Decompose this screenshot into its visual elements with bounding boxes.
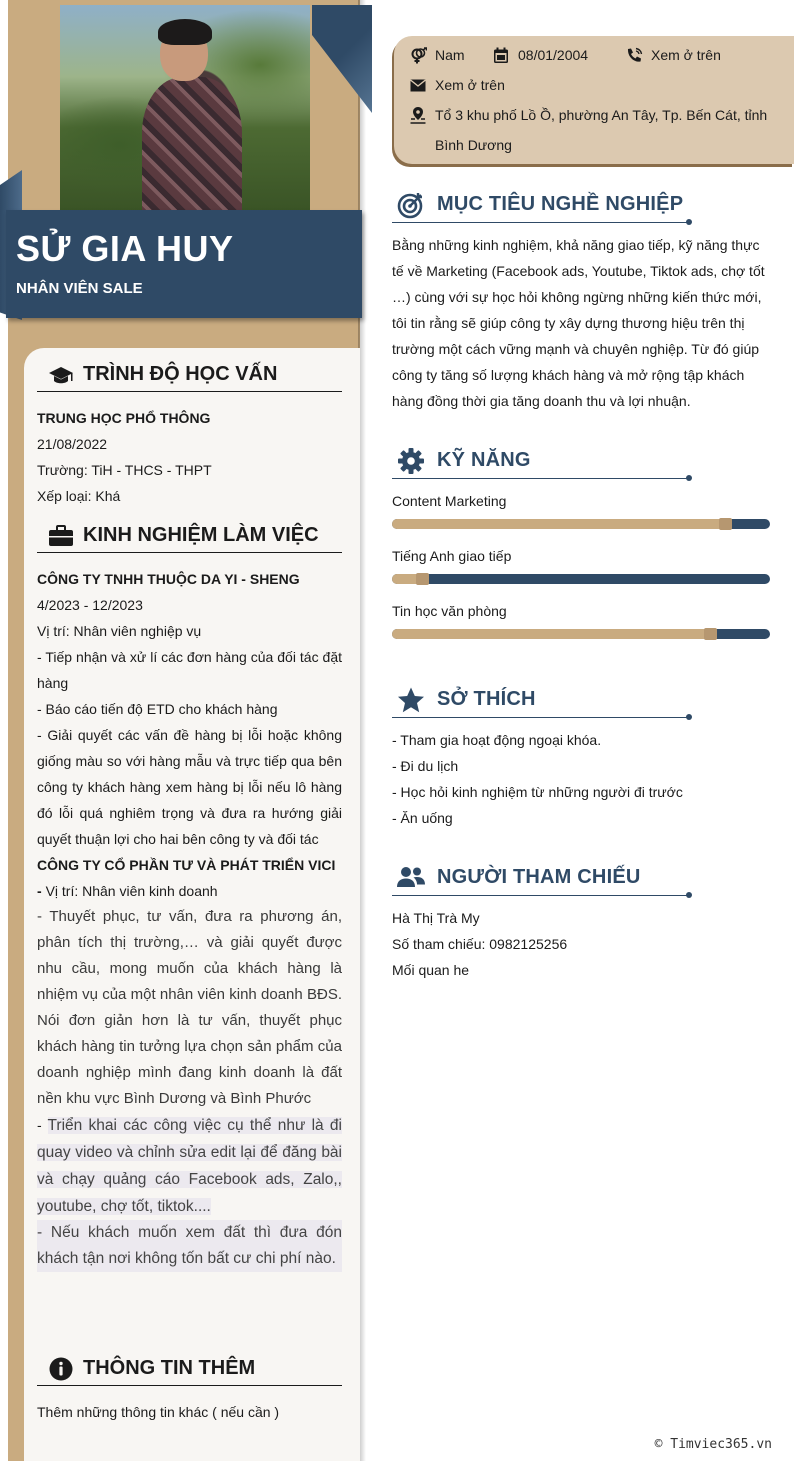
reference-relation: Mối quan he [392,962,470,978]
additional-title: THÔNG TIN THÊM [83,1357,256,1379]
company-2-duty-a: - Thuyết phục, tư vấn, đưa ra phương án, phân tích thị trường,… và giải quyết được nhu cầu, mong muốn của khách hàng là nhiệm vụ của một nhân viên kinh doanh BĐS. Nói đơn giản hơn là tư vấn, thuyết phục khách hàng tin tưởng lựa chọn sản phẩm của doanh nghiệp mình đang kinh doanh là đất nền khu vực Bình Dương và Bình Phước [37,908,342,1107]
references-title: NGƯỜI THAM CHIẾU [437,866,641,888]
company-1-duty-a: - Tiếp nhận và xử lí các đơn hàng của đối tác đặt hàng [37,649,342,691]
address-line-2: Bình Dương [435,137,512,153]
skill-label: Tin học văn phòng [392,603,507,619]
hobby-item: - Học hỏi kinh nghiệm từ những người đi trước [392,784,683,800]
envelope-icon [410,70,428,100]
candidate-name: SỬ GIA HUY [16,228,234,269]
map-pin-icon [410,100,428,130]
info-gender: Nam [410,40,465,70]
experience-section-header [37,519,342,553]
additional-text: Thêm những thông tin khác ( nếu cần ) [37,1404,280,1420]
address-line-1: Tổ 3 khu phố Lồ Ồ, phường An Tây, Tp. Bến Cát, tỉnh [435,107,768,123]
company-1-duty-b: - Báo cáo tiến độ ETD cho khách hàng [37,701,278,717]
star-icon [396,685,426,715]
info-phone: Xem ở trên [626,40,721,70]
education-school: Trường: TiH - THCS - THPT [37,462,212,478]
briefcase-icon [47,524,75,548]
skill-label: Tiếng Anh giao tiếp [392,548,512,564]
skill-bar [392,574,770,584]
objective-section-header [392,188,692,224]
hobby-item: - Tham gia hoạt động ngoại khóa. [392,732,602,748]
hobbies-section-header [392,683,692,719]
objective-title: MỤC TIÊU NGHỀ NGHIỆP [437,193,684,215]
hobbies-title: SỞ THÍCH [437,688,536,710]
candidate-role: NHÂN VIÊN SALE [16,280,143,297]
gear-icon [396,446,426,476]
footer-watermark: © Timviec365.vn [654,1437,772,1452]
company-2-duty-b: Triển khai các công việc cụ thể như là đi quay video và chỉnh sửa edit lại để đăng bài và chạy quảng cáo Facebook ads, Zalo,, youtube, chợ tốt, tiktok.... [37,1117,342,1215]
company-1-position: Vị trí: Nhân viên nghiệp vụ [37,623,202,639]
references-section-header [392,861,692,897]
education-date: 21/08/2022 [37,436,108,452]
gender-icon [410,40,428,70]
experience-title: KINH NGHIỆM LÀM VIỆC [83,524,319,546]
skill-bar-knob [416,573,429,585]
company-1-duty-c: - Giải quyết các vấn đề hàng bị lỗi hoặc không giống màu so với hàng mẫu và trực tiếp qua bên công ty khách hàng xem hàng bị lỗi nếu lô hàng đó lỗi quá nghiêm trọng và đưa ra hướng giải quyết thuận lợi cho hai bên công ty và đối tác [37,727,342,847]
references-content [392,905,770,983]
info-email: Xem ở trên [410,70,505,100]
company-2-name: CÔNG TY CỔ PHẦN TƯ VÀ PHÁT TRIỂN VICI [37,857,336,873]
company-2-position-line: - Vị trí: Nhân viên kinh doanh [37,883,218,899]
objective-text: Bằng những kinh nghiệm, khả năng giao tiếp, kỹ năng thực tế về Marketing (Facebook ads, Youtube, Tiktok ads, chợ tốt …) cùng với sự học hỏi không ngừng những kiến thức mới, tôi tin rằng sẽ giúp công ty xây dựng thương hiệu trên thị trường một cách vững mạnh và chuyên nghiệp. Từ đó giúp công ty tăng số lượng khách hàng và mở rộng tập khách hàng đồng thời gia tăng doanh thu và lợi nhuận. [392,237,765,409]
company-2-duty-b-line: - Triển khai các công việc cụ thể như là đi quay video và chỉnh sửa edit lại để đăng bài và chạy quảng cáo Facebook ads, Zalo,, youtube, chợ tốt, tiktok.... [37,1117,342,1215]
skills-section-header [392,444,692,480]
name-banner [6,210,362,318]
education-title: TRÌNH ĐỘ HỌC VẤN [83,363,278,385]
company-2-duty-c: - Nếu khách muốn xem đất thì đưa đón khách tận nơi không tốn bất cư chi phí nào. [37,1220,342,1272]
skills-title: KỸ NĂNG [437,449,531,471]
hobby-item: - Ăn uống [392,810,453,826]
skill-bar [392,629,770,639]
reference-phone: Số tham chiếu: 0982125256 [392,936,568,952]
education-level: TRUNG HỌC PHỔ THÔNG [37,410,211,426]
skill-bar [392,519,770,529]
info-address [410,100,780,160]
additional-section-header [37,1352,342,1386]
company-2-position: Vị trí: Nhân viên kinh doanh [45,883,218,899]
experience-content [37,566,342,1272]
education-grade: Xếp loại: Khá [37,488,121,504]
skill-label: Content Marketing [392,493,507,509]
graduation-cap-icon [47,363,75,387]
users-icon [396,863,426,893]
hobby-item: - Đi du lịch [392,758,459,774]
calendar-icon [493,40,511,70]
hobbies-list [392,727,770,831]
skill-bar-knob [719,518,732,530]
info-birthday: 08/01/2004 [493,40,588,70]
skill-bar-fill [392,519,725,529]
profile-photo [60,5,310,210]
skill-bar-fill [392,629,710,639]
company-1-name: CÔNG TY TNHH THUỘC DA YI - SHENG [37,571,300,587]
target-icon [396,190,426,220]
education-section-header [37,358,342,392]
skill-bar-knob [704,628,717,640]
info-icon [47,1357,75,1381]
phone-icon [626,40,644,70]
reference-name: Hà Thị Trà My [392,910,480,926]
education-content [37,405,342,509]
company-1-period: 4/2023 - 12/2023 [37,597,143,613]
